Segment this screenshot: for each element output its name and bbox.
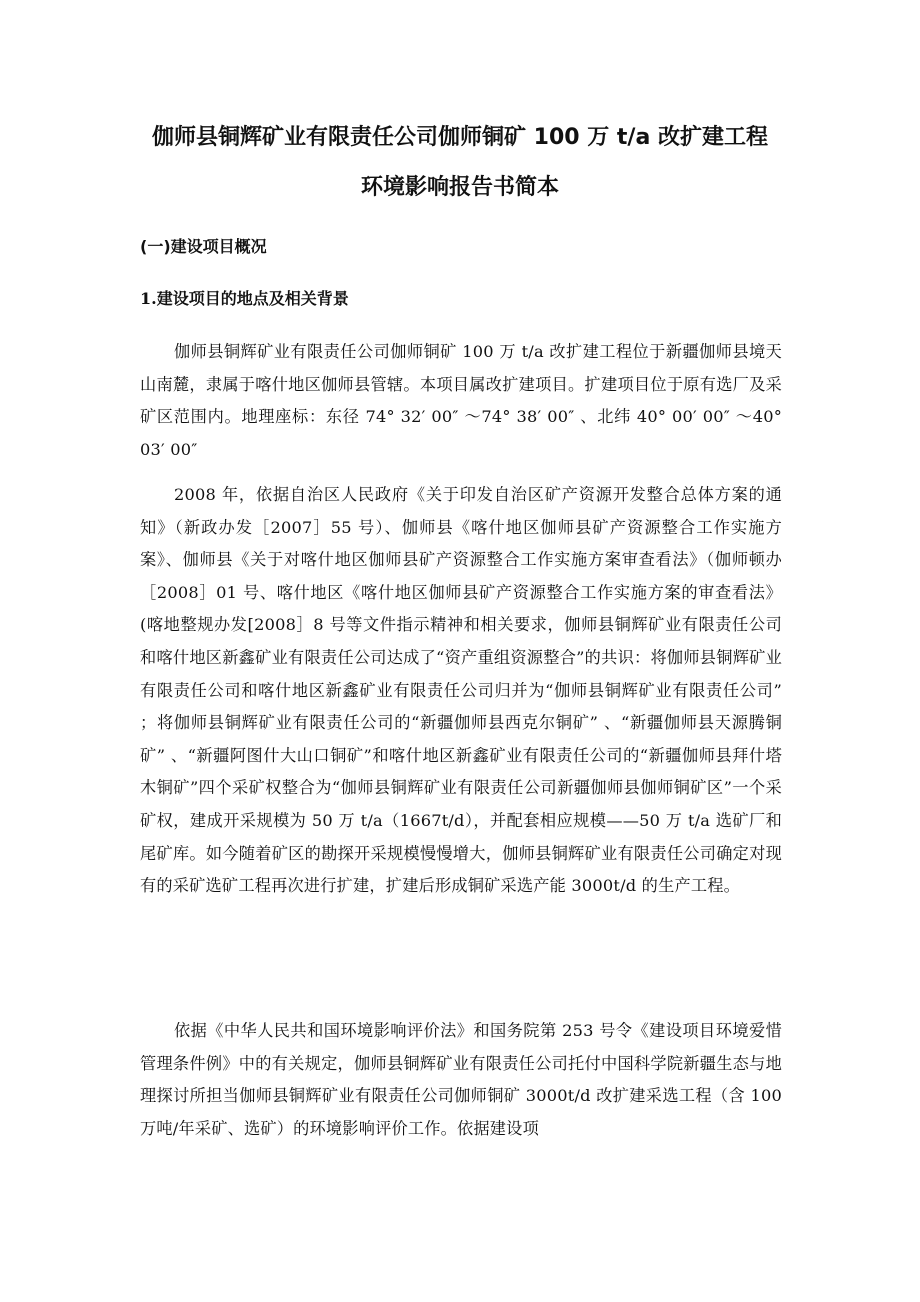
section-heading: (一)建设项目概况: [140, 237, 267, 256]
paragraph-location: 伽师县铜辉矿业有限责任公司伽师铜矿 100 万 t/a 改扩建工程位于新疆伽师县境天山南麓，隶属于喀什地区伽师县管辖。本项目属改扩建项目。扩建项目位于原有选厂及采矿区范围内。地理座标：东径 74° 32′ 00″ ～74° 38′ 00″ 、北纬 40° 00′ 00″ ～40° 03′ 00″: [140, 342, 782, 459]
paragraph-background: 2008 年，依据自治区人民政府《关于印发自治区矿产资源开发整合总体方案的通知》（新政办发［2007］55 号）、伽师县《喀什地区伽师县矿产资源整合工作实施方案》、伽师县《关于对喀什地区伽师县矿产资源整合工作实施方案审查看法》（伽师顿办［2008］01 号、喀什地区《喀什地区伽师县矿产资源整合工作实施方案的审查看法》(喀地整规办发[2008］8 号等文件指示精神和相关要求，伽师县铜辉矿业有限责任公司和喀什地区新鑫矿业有限责任公司达成了“资产重组资源整合”的共识：将伽师县铜辉矿业有限责任公司和喀什地区新鑫矿业有限责任公司归并为“伽师县铜辉矿业有限责任公司” ；将伽师县铜辉矿业有限责任公司的“新疆伽师县西克尔铜矿” 、“新疆伽师县天源腾铜矿” 、“新疆阿图什大山口铜矿”和喀什地区新鑫矿业有限责任公司的“新疆伽师县拜什塔木铜矿”四个采矿权整合为“伽师县铜辉矿业有限责任公司新疆伽师县伽师铜矿区”一个采矿权，建成开采规模为 50 万 t/a（1667t/d），并配套相应规模——50 万 t/a 选矿厂和尾矿库。如今随着矿区的勘探开采规模慢慢增大，伽师县铜辉矿业有限责任公司确定对现有的采矿选矿工程再次进行扩建，扩建后形成铜矿采选产能 3000t/d 的生产工程。: [140, 485, 782, 896]
document-title-line-1: 伽师县铜辉矿业有限责任公司伽师铜矿 100 万 t/a 改扩建工程: [152, 125, 768, 150]
paragraph-legal-basis: 依据《中华人民共和国环境影响评价法》和国务院第 253 号令《建设项目环境爱惜管理条件例》中的有关规定，伽师县铜辉矿业有限责任公司托付中国科学院新疆生态与地理探讨所担当伽师县铜辉矿业有限责任公司伽师铜矿 3000t/d 改扩建采选工程（含 100 万吨/年采矿、选矿）的环境影响评价工作。依据建设项: [140, 1021, 782, 1138]
subsection-heading: 1.建设项目的地点及相关背景: [140, 289, 349, 308]
document-title-line-2: 环境影响报告书简本: [360, 175, 559, 200]
